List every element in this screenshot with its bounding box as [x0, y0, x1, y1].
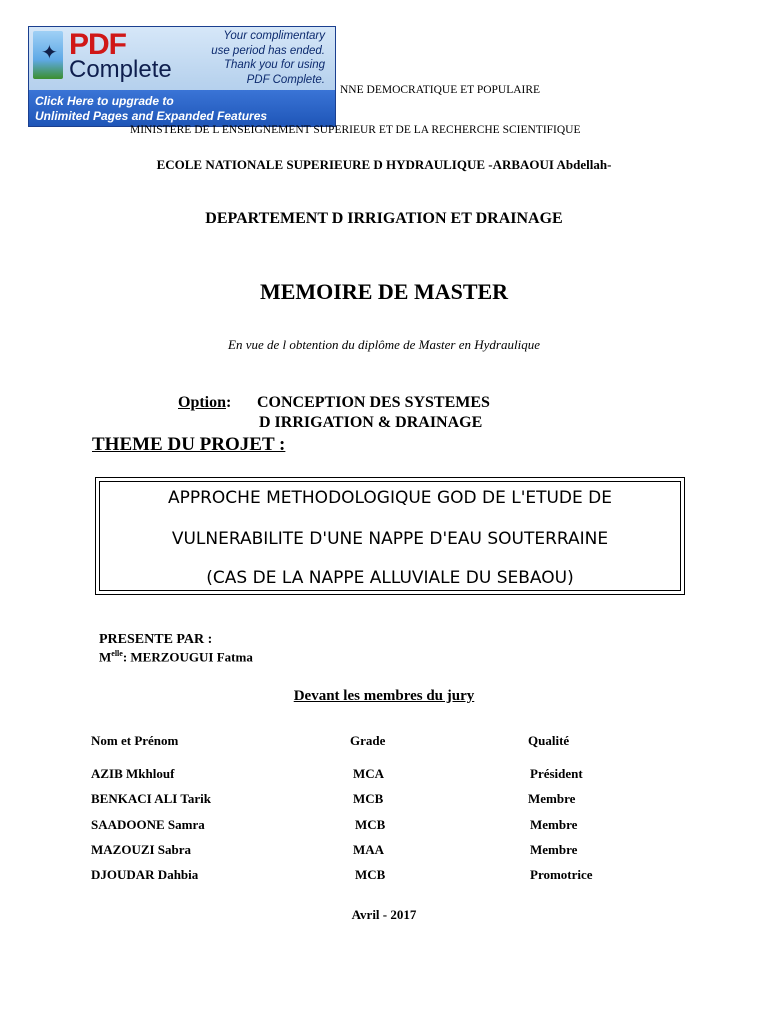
column-header-role: Qualité — [528, 733, 570, 748]
project-title-line: APPROCHE METHODOLOGIQUE GOD DE L'ETUDE DE — [167, 488, 613, 508]
option-line-1: CONCEPTION DES SYSTEMES — [257, 394, 490, 411]
table-row: DJOUDAR Dahbia MCB Promotrice — [91, 867, 593, 882]
presented-by-label: PRESENTE PAR : — [99, 632, 213, 647]
option-label: Option — [178, 394, 227, 411]
theme-label: THEME DU PROJET : — [92, 434, 286, 455]
table-row: AZIB Mkhlouf MCA Président — [91, 766, 583, 781]
school-name: ECOLE NATIONALE SUPERIEURE D HYDRAULIQUE -ARBAOUI Abdellah- — [156, 157, 612, 172]
table-row: BENKACI ALI Tarik MCB Membre — [91, 791, 576, 806]
option-row — [178, 394, 231, 412]
ministry-header: MINISTERE DE L ENSEIGNEMENT SUPERIEUR ET DE LA RECHERCHE SCIENTIFIQUE — [130, 124, 581, 136]
banner-logo-text: PDF — [69, 28, 126, 61]
document-date: Avril - 2017 — [351, 907, 417, 922]
memoire-title: MEMOIRE DE MASTER — [259, 279, 509, 304]
project-title-line: (CAS DE LA NAPPE ALLUVIALE DU SEBAOU) — [206, 568, 574, 588]
pdf-complete-banner[interactable] — [28, 26, 336, 127]
banner-message: Your complimentary use period has ended. Thank you for using PDF Complete. — [211, 30, 325, 86]
table-row: SAADOONE Samra MCB Membre — [91, 817, 578, 832]
project-title-box — [95, 477, 685, 595]
banner-logo-subtext: Complete — [69, 56, 172, 83]
jury-heading: Devant les membres du jury — [293, 688, 475, 704]
memoire-subtitle: En vue de l obtention du diplôme de Master en Hydraulique — [228, 337, 540, 352]
column-header-name: Nom et Prénom — [91, 733, 179, 748]
table-row: MAZOUZI Sabra MAA Membre — [91, 842, 578, 857]
author-name: $M^{elle}$: MERZOUGUI Fatma — [99, 649, 253, 665]
option-colon: : — [226, 394, 232, 411]
republic-header: NNE DEMOCRATIQUE ET POPULAIRE — [340, 84, 541, 96]
person-jumping-icon: ✦ — [33, 31, 63, 79]
upgrade-link[interactable]: Click Here to upgrade to Unlimited Pages and Expanded Features — [29, 90, 335, 126]
project-title-line: VULNERABILITE D'UNE NAPPE D'EAU SOUTERRAINE — [171, 529, 609, 549]
column-header-grade: Grade — [350, 733, 386, 748]
department-name: DEPARTEMENT D IRRIGATION ET DRAINAGE — [205, 210, 563, 227]
option-line-2: D IRRIGATION & DRAINAGE — [259, 414, 483, 431]
